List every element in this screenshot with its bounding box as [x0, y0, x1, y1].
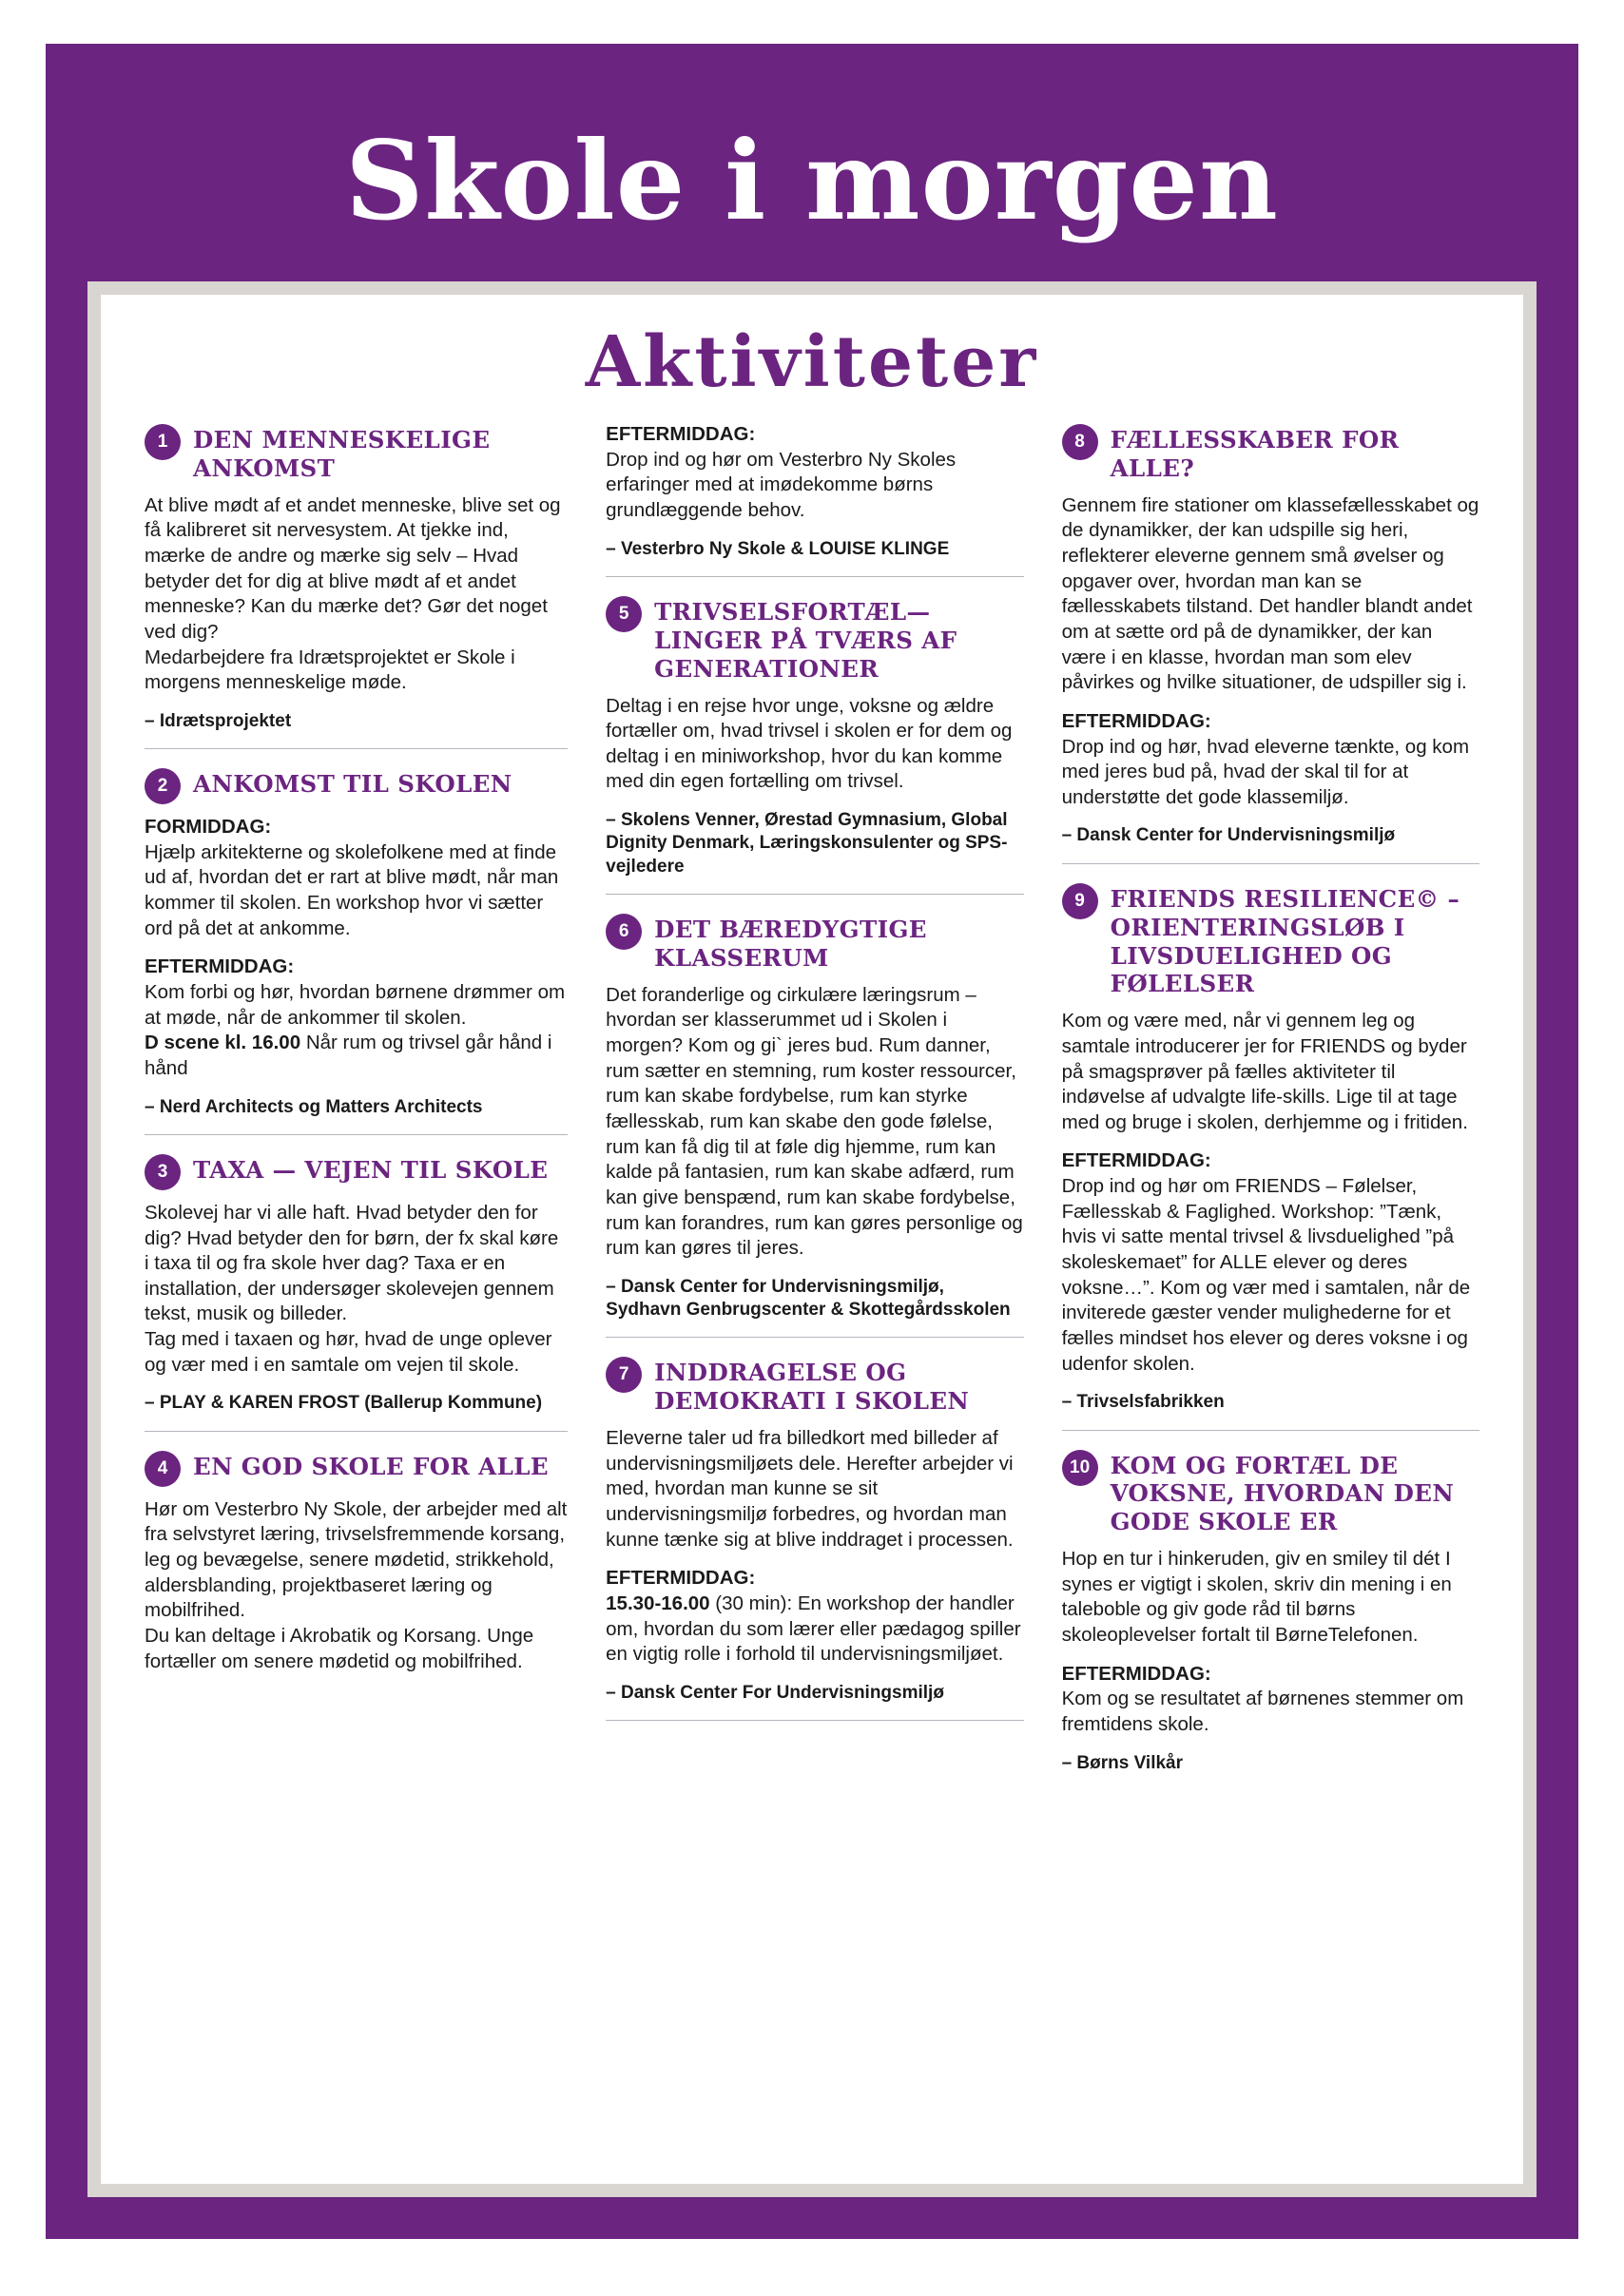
activity-number-badge: 8 — [1062, 424, 1098, 460]
activity-item-5 — [606, 594, 1023, 878]
divider — [145, 748, 568, 749]
activity-paragraph: Drop ind og hør om FRIENDS – Følelser, Fællesskab & Faglighed. Workshop: ”Tænk, hvis vi satte mental trivsel & livsduelighed ”på skoleskemaet” for ALLE elever og deres voksne…”. Kom og vær med i samtalen, når de inviterede gæster vender mulighederne for et fælles mindset hos elever og deres voksne i og udenfor skolen. — [1061, 1175, 1471, 1375]
activity-paragraph-rest: Når rum og trivsel går hånd i hånd — [145, 1032, 552, 1079]
activity-credit: – Dansk Center for Undervisningsmiljø, Sydhavn Genbrugscenter & Skottegårdsskolen — [606, 1276, 1011, 1321]
activity-label: EFTERMIDDAG: — [1061, 1149, 1211, 1172]
activity-credit: – Idrætsprojektet — [145, 710, 292, 731]
activity-credit: – Nerd Architects og Matters Architects — [145, 1096, 483, 1117]
divider — [145, 1431, 568, 1432]
activity-paragraph: Du kan deltage i Akrobatik og Korsang. Unge fortæller om senere mødetid og mobilfrihed. — [145, 1624, 534, 1672]
activity-title: TRIVSELSFORTÆL— LINGER PÅ TVÆRS AF GENERATIONER — [654, 597, 957, 683]
activity-paragraph-mixed — [606, 1592, 1023, 1668]
activity-title: ANKOMST TIL SKOLEN — [193, 770, 512, 799]
activity-title: KOM OG FORTÆL DE VOKSNE, HVORDAN DEN GODE SKOLE ER — [1110, 1451, 1455, 1536]
activity-paragraph-rest: (30 min): En workshop der handler om, hvordan du som lærer eller pædagog spiller en vigtig rolle i forhold til undervisningsmiljøet. — [606, 1592, 1021, 1666]
activity-title: EN GOD SKOLE FOR ALLE — [193, 1452, 549, 1480]
activity-header — [606, 912, 1023, 973]
activity-paragraph: Tag med i taxaen og hør, hvad de unge oplever og vær med i en samtale om vejen til skole. — [145, 1328, 552, 1376]
divider — [145, 1134, 568, 1135]
activity-header — [145, 1449, 568, 1487]
activity-paragraph: Hjælp arkitekterne og skolefolkene med at finde ud af, hvordan det er rart at blive mødt, når man kommer til skolen. En workshop hvor vi sætter ord på det at ankomme. — [145, 840, 559, 939]
activity-item-7 — [606, 1355, 1023, 1705]
divider — [606, 1337, 1023, 1338]
activity-header — [1062, 1448, 1479, 1537]
activity-time: D scene kl. 16.00 — [145, 1032, 301, 1054]
activity-number-badge: 9 — [1062, 883, 1098, 919]
activity-paragraph: Skolevej har vi alle haft. Hvad betyder den for dig? Hvad betyder den for børn, der fx skal køre i taxa til og fra skole hver dag? Taxa er en installation, der undersøger skolevejen gennem tekst, musik og billeder. — [145, 1201, 559, 1325]
activity-paragraph: Medarbejdere fra Idrætsprojektet er Skole i morgens menneskelige møde. — [145, 646, 515, 694]
activity-paragraph-mixed — [145, 1031, 568, 1081]
activity-header — [606, 594, 1023, 684]
divider — [1062, 863, 1479, 864]
activity-credit: – Børns Vilkår — [1061, 1752, 1184, 1773]
activity-paragraph: Kom og være med, når vi gennem leg og samtale introducerer jer for FRIENDS og byder på smagsprøver på fælles aktiviteter til indøvelse af udvalgte life-skills. Lige til at tage med og bruge i skolen, derhjemme og i fritiden. — [1061, 1010, 1468, 1133]
activity-number-badge: 6 — [606, 914, 642, 950]
activity-paragraph: Det foranderlige og cirkulære læringsrum – hvordan ser klasserummet ud i Skolen i morgen? Kom og gi` jeres bud. Rum danner, rum sætter en stemning, rum koster ressourcer, rum kan skabe fordybelse, rum kan styrke fællesskab, rum kan skabe den gode følelse, rum kan få dig til at føle dig hjemme, rum kan kalde på fantasien, rum kan skabe adfærd, rum kan give benspænd, rum kan skabe fordybelse, rum kan forandres, rum kan gøres personlige og rum kan gøres til jeres. — [606, 983, 1023, 1260]
activity-credit: – Trivselsfabrikken — [1061, 1392, 1225, 1413]
activity-title: DET BÆREDYGTIGE KLASSERUM — [654, 916, 927, 972]
activity-header — [1062, 881, 1479, 999]
activity-columns — [145, 422, 1479, 2151]
divider — [606, 576, 1023, 577]
activity-paragraph: Kom og se resultatet af børnenes stemmer om fremtidens skole. — [1061, 1688, 1464, 1735]
content-panel — [101, 295, 1523, 2184]
activity-paragraph: Hør om Vesterbro Ny Skole, der arbejder med alt fra selvstyret læring, trivselsfremmende korsang, leg og bevægelse, senere mødetid, strikkehold, aldersblanding, projektbaseret læring og mobilfrihed. — [145, 1497, 568, 1622]
activity-header — [145, 766, 568, 804]
activity-number-badge: 5 — [606, 596, 642, 632]
activity-header — [145, 1152, 568, 1190]
column-left — [145, 422, 568, 1680]
activity-number-badge: 3 — [145, 1154, 181, 1190]
activity-item-3 — [145, 1152, 568, 1416]
activity-title: FÆLLESSKABER FOR ALLE? — [1110, 426, 1400, 482]
activity-title: TAXA — VEJEN TIL SKOLE — [193, 1155, 549, 1184]
activity-item-4 — [145, 1449, 568, 1674]
activity-title: INDDRAGELSE OG DEMOKRATI I SKOLEN — [654, 1359, 970, 1416]
activity-label: FORMIDDAG: — [145, 816, 272, 839]
column-right — [1056, 422, 1479, 1781]
activity-paragraph: At blive mødt af et andet menneske, blive set og få kalibreret sit nervesystem. At tjekke ind, mærke de andre og mærke sig selv – Hvad betyder det for dig at blive mødt af et andet menneske? Kan du mærke det? Gør det noget ved dig? — [145, 493, 561, 643]
activity-number-badge: 4 — [145, 1451, 181, 1487]
divider — [606, 1720, 1023, 1721]
inner-panel — [87, 281, 1537, 2197]
activity-number-badge: 1 — [145, 424, 181, 460]
activity-number-badge: 10 — [1062, 1450, 1098, 1486]
activity-label: EFTERMIDDAG: — [1061, 1662, 1211, 1685]
activity-paragraph: Kom forbi og hør, hvordan børnene drømmer om at møde, når de ankommer til skolen. — [145, 981, 566, 1029]
activity-paragraph: Hop en tur i hinkeruden, giv en smiley til dét I synes er vigtigt i skolen, skriv din mening i en taleboble og giv gode råd til børns skoleoplevelser fortalt til BørneTelefonen. — [1061, 1548, 1452, 1647]
activity-label: EFTERMIDDAG: — [1061, 709, 1211, 732]
activity-item-10 — [1062, 1448, 1479, 1775]
activity-title: DEN MENNESKELIGE ANKOMST — [193, 426, 491, 482]
activity-number-badge: 7 — [606, 1357, 642, 1393]
activity-credit: – Dansk Center For Undervisningsmiljø — [606, 1682, 944, 1703]
activity-paragraph: Deltag i en rejse hvor unge, voksne og ældre fortæller om, hvad trivsel i skolen er for dem og deltag i en miniworkshop, hvor du kan komme med din egen fortælling om trivsel. — [606, 694, 1013, 793]
activity-paragraph: Gennem fire stationer om klassefællesskabet og de dynamikker, der kan udspille sig heri, reflekterer eleverne gennem små øvelser og opgaver over, hvordan man kan se fællesskabets tilstand. Det handler blandt andet om at sætte ord på de dynamikker, der kan være i en klasse, hvordan man som elev påvirkes og hvilke situationer, de udspiller sig i. — [1061, 493, 1479, 694]
activity-time: 15.30-16.00 — [606, 1592, 710, 1615]
activity-item-8 — [1062, 422, 1479, 848]
activity-paragraph: Eleverne taler ud fra billedkort med billeder af undervisningsmiljøets dele. Herefter arbejder vi med, hvordan man kunne se sit undervisningsmiljø forbedres, og hvordan man kunne tænke sig at blive inddraget i processen. — [606, 1427, 1014, 1551]
activity-item-9 — [1062, 881, 1479, 1415]
activity-label: EFTERMIDDAG: — [145, 955, 295, 978]
activity-credit: – Skolens Venner, Ørestad Gymnasium, Global Dignity Denmark, Læringskonsulenter og SPS-vejledere — [606, 810, 1008, 877]
title-bar — [87, 86, 1537, 281]
activity-paragraph: Drop ind og hør, hvad eleverne tænkte, og kom med jeres bud på, hvad der skal til for at understøtte det gode klassemiljø. — [1061, 735, 1470, 808]
activity-label: EFTERMIDDAG: — [606, 1567, 756, 1590]
activity-header — [1062, 422, 1479, 483]
activity-header — [145, 422, 568, 483]
activity-credit: – Vesterbro Ny Skole & LOUISE KLINGE — [606, 538, 950, 559]
activity-title: FRIENDS RESILIENCE© – ORIENTERINGSLØB I LIVSDUELIGHED OG FØLELSER — [1110, 884, 1460, 998]
page-title: Skole i morgen — [345, 117, 1279, 244]
activity-label: EFTERMIDDAG: — [606, 423, 756, 445]
activity-item-4-continued — [606, 422, 1023, 561]
activity-item-2 — [145, 766, 568, 1119]
purple-frame — [46, 44, 1578, 2239]
column-middle — [600, 422, 1023, 1738]
divider — [1062, 1430, 1479, 1431]
activity-paragraph: Drop ind og hør om Vesterbro Ny Skoles erfaringer med at imødekomme børns grundlæggende behov. — [606, 448, 957, 521]
activity-item-1 — [145, 422, 568, 733]
activity-credit: – PLAY & KAREN FROST (Ballerup Kommune) — [145, 1393, 543, 1414]
activity-header — [606, 1355, 1023, 1416]
activity-item-6 — [606, 912, 1023, 1322]
activity-credit: – Dansk Center for Undervisningsmiljø — [1061, 825, 1396, 846]
section-title: Aktiviteter — [585, 321, 1039, 403]
activity-number-badge: 2 — [145, 768, 181, 804]
divider — [606, 894, 1023, 895]
